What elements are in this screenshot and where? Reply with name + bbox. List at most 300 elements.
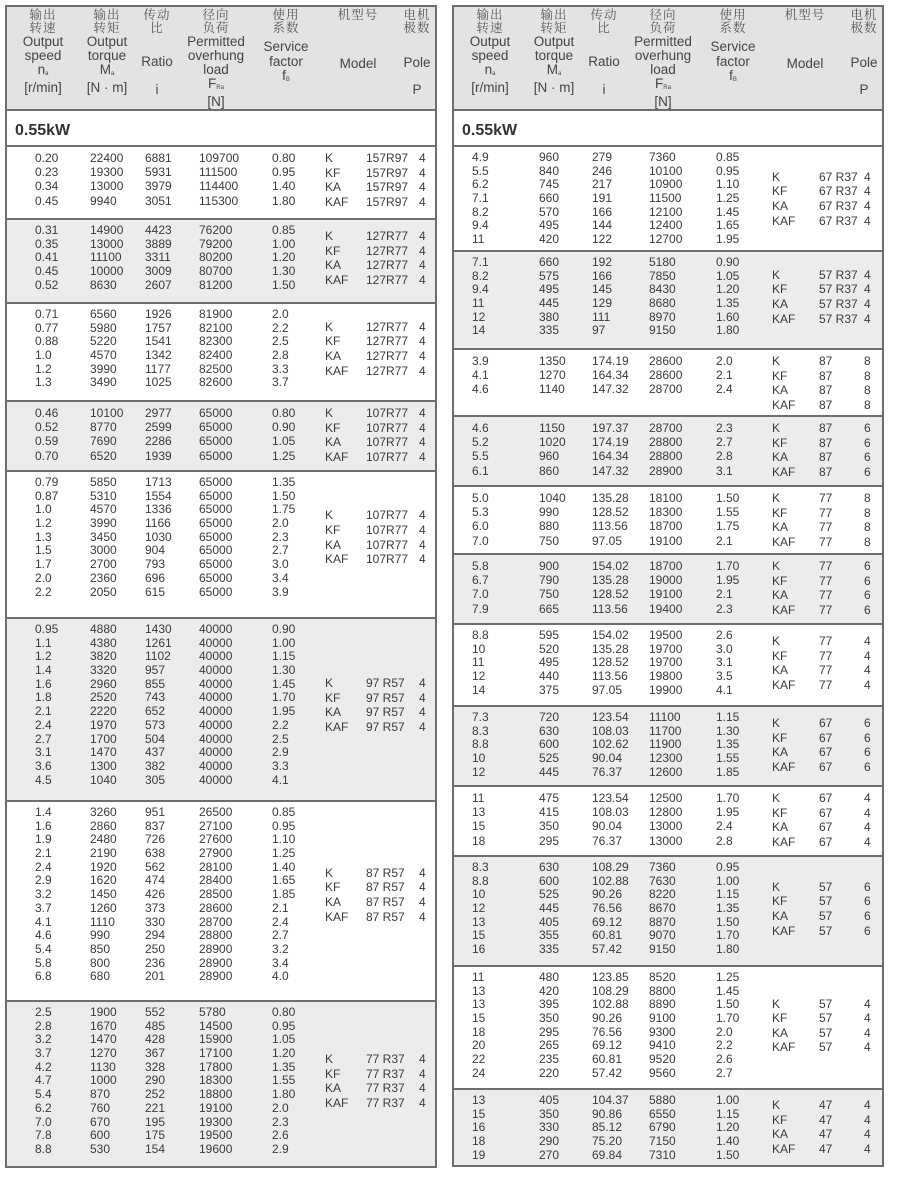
cell-ratio: 135.28 — [592, 641, 629, 656]
model-size: 67 — [819, 805, 833, 820]
group-models — [454, 880, 882, 938]
cell-speed: 0.41 — [35, 250, 59, 265]
cell-speed: 7.1 — [472, 191, 489, 206]
model-type: KF — [325, 420, 341, 435]
pole-count: 4 — [864, 213, 871, 228]
header-speed-symbol: $n_a$ — [37, 62, 49, 77]
model-type: K — [325, 676, 334, 690]
cell-ratio: 573 — [145, 717, 166, 732]
table-group — [7, 1002, 435, 1166]
cell-speed: 6.2 — [472, 177, 489, 192]
model-row — [7, 523, 435, 538]
model-row — [7, 1096, 435, 1111]
cell-torque: 1140 — [539, 382, 565, 397]
model-size: 57 — [819, 1040, 833, 1055]
cell-speed: 6.2 — [35, 1100, 52, 1115]
pole-count: 4 — [419, 319, 426, 334]
model-row — [454, 1127, 882, 1142]
model-row — [7, 334, 435, 349]
cell-speed: 2.8 — [35, 1018, 52, 1033]
cell-torque: 6520 — [90, 448, 117, 463]
pole-count: 6 — [864, 602, 871, 617]
header-torque-zh: 输出转矩 — [93, 8, 121, 35]
model-size: 57 R37 — [819, 297, 858, 312]
cell-load: 9100 — [649, 1011, 676, 1026]
pole-count: 4 — [419, 363, 426, 378]
cell-speed: 6.8 — [35, 969, 52, 984]
cell-service-factor: 4.1 — [272, 772, 289, 787]
cell-service-factor: 2.7 — [716, 435, 733, 450]
pole-count: 6 — [864, 435, 871, 450]
cell-speed: 5.4 — [35, 1087, 52, 1102]
cell-speed: 3.1 — [35, 745, 52, 760]
pole-count: 4 — [864, 648, 871, 663]
cell-service-factor: 1.25 — [272, 448, 296, 463]
pole-count: 4 — [864, 820, 871, 835]
cell-speed: 2.2 — [35, 584, 52, 599]
group-models — [7, 508, 435, 566]
model-row — [454, 1040, 882, 1055]
cell-ratio: 1177 — [145, 361, 171, 376]
cell-ratio: 1030 — [145, 529, 172, 544]
cell-torque: 670 — [90, 1114, 111, 1129]
cell-service-factor: 2.7 — [272, 928, 289, 943]
cell-service-factor: 1.25 — [716, 970, 740, 984]
model-type: KF — [772, 435, 788, 450]
cell-ratio: 504 — [145, 731, 166, 746]
cell-load: 19700 — [649, 641, 683, 656]
cell-torque: 2960 — [90, 676, 117, 691]
header-ratio-en: Ratio — [141, 54, 173, 69]
cell-speed: 2.0 — [35, 570, 52, 585]
cell-ratio: 97 — [592, 323, 606, 338]
model-row — [454, 436, 882, 451]
cell-ratio: 76.56 — [592, 1024, 623, 1039]
cell-load: 26500 — [199, 805, 233, 819]
cell-torque: 880 — [539, 519, 560, 534]
cell-ratio: 191 — [592, 191, 613, 206]
cell-speed: 0.95 — [35, 622, 59, 636]
model-size: 57 — [819, 894, 833, 909]
header-speed-en: Output speed — [469, 34, 511, 63]
cell-ratio: 743 — [145, 690, 166, 705]
header-ratio — [135, 9, 179, 97]
pole-count: 4 — [419, 1052, 426, 1067]
cell-torque: 6560 — [90, 307, 117, 321]
cell-service-factor: 1.65 — [272, 873, 296, 888]
cell-ratio: 128.52 — [592, 505, 629, 520]
cell-speed: 0.71 — [35, 307, 59, 321]
cell-load: 40000 — [199, 745, 233, 760]
cell-load: 65000 — [199, 434, 233, 449]
model-row — [454, 835, 882, 850]
cell-service-factor: 3.5 — [716, 669, 733, 684]
model-row — [454, 678, 882, 693]
model-type: K — [325, 865, 334, 880]
cell-load: 8430 — [649, 282, 676, 297]
cell-torque: 495 — [539, 282, 560, 297]
table-group — [454, 857, 882, 967]
cell-torque: 570 — [539, 204, 560, 219]
cell-ratio: 426 — [145, 887, 166, 902]
pole-count: 6 — [864, 908, 871, 923]
cell-load: 28100 — [199, 859, 233, 874]
model-size: 127R77 — [366, 334, 409, 349]
cell-speed: 8.3 — [472, 860, 489, 874]
cell-ratio: 69.12 — [592, 914, 623, 929]
group-models — [454, 559, 882, 617]
cell-service-factor: 1.50 — [716, 491, 740, 505]
cell-ratio: 3979 — [145, 179, 172, 194]
model-row — [454, 297, 882, 312]
model-type: K — [772, 634, 781, 649]
cell-speed: 1.6 — [35, 676, 52, 691]
header-model — [325, 9, 391, 71]
model-size: 97 R57 — [366, 705, 405, 720]
cell-load: 27900 — [199, 846, 233, 861]
model-type: KAF — [325, 909, 349, 924]
model-row — [7, 195, 435, 210]
cell-service-factor: 1.55 — [272, 1073, 296, 1088]
cell-ratio: 122 — [592, 232, 613, 247]
cell-speed: 15 — [472, 819, 486, 834]
group-models — [7, 320, 435, 378]
model-size: 77 — [819, 663, 833, 678]
model-type: K — [325, 406, 334, 420]
model-type: KA — [325, 258, 342, 273]
cell-speed: 14 — [472, 682, 486, 697]
cell-speed: 0.52 — [35, 420, 59, 435]
cell-ratio: 164.34 — [592, 449, 629, 464]
cell-speed: 0.77 — [35, 320, 59, 335]
cell-speed: 6.1 — [472, 463, 489, 478]
cell-service-factor: 1.15 — [716, 1106, 740, 1121]
cell-service-factor: 1.65 — [716, 218, 740, 233]
model-type: KA — [325, 895, 342, 910]
model-row — [454, 184, 882, 199]
cell-load: 19100 — [649, 533, 683, 548]
cell-speed: 12 — [472, 669, 486, 684]
cell-speed: 8.8 — [472, 873, 489, 888]
cell-load: 18300 — [649, 505, 683, 520]
cell-load: 65000 — [199, 543, 233, 558]
cell-load: 12700 — [649, 232, 683, 247]
model-type: KF — [325, 1066, 341, 1081]
model-row — [7, 1067, 435, 1082]
model-size: 127R77 — [366, 229, 409, 244]
cell-torque: 220 — [539, 1065, 560, 1080]
cell-ratio: 217 — [592, 177, 613, 192]
cell-torque: 3820 — [90, 649, 117, 664]
model-size: 157R97 — [366, 194, 409, 209]
cell-ratio: 102.88 — [592, 997, 629, 1012]
cell-ratio: 855 — [145, 676, 166, 691]
model-size: 127R77 — [366, 272, 409, 287]
cell-load: 15900 — [199, 1032, 233, 1047]
cell-speed: 5.2 — [472, 435, 489, 450]
cell-load: 82300 — [199, 334, 233, 349]
cell-torque: 8770 — [90, 420, 117, 435]
model-row — [454, 820, 882, 835]
cell-speed: 18 — [472, 833, 486, 848]
header-speed-zh: 输出转速 — [476, 8, 504, 35]
pole-count: 6 — [864, 573, 871, 588]
pole-count: 4 — [864, 1098, 871, 1113]
model-size: 57 — [819, 996, 833, 1011]
model-type: KF — [325, 523, 341, 538]
header-model — [772, 9, 838, 71]
cell-ratio: 1939 — [145, 448, 172, 463]
cell-ratio: 3889 — [145, 236, 172, 251]
model-size: 77 R37 — [366, 1066, 405, 1081]
model-type: KAF — [325, 552, 349, 567]
cell-speed: 8.2 — [472, 268, 489, 283]
header-output-torque — [522, 9, 586, 95]
header-service-factor — [700, 9, 766, 87]
cell-speed: 8.8 — [35, 1141, 52, 1156]
model-size: 107R77 — [366, 420, 409, 435]
pole-count: 4 — [419, 705, 426, 720]
cell-ratio: 3051 — [145, 193, 172, 208]
cell-load: 40000 — [199, 622, 233, 636]
cell-torque: 415 — [539, 805, 560, 820]
cell-load: 115300 — [199, 193, 239, 208]
cell-ratio: 154.02 — [592, 559, 629, 573]
cell-service-factor: 3.1 — [716, 463, 733, 478]
cell-speed: 3.2 — [35, 887, 52, 902]
cell-torque: 660 — [539, 191, 560, 206]
cell-ratio: 90.04 — [592, 819, 623, 834]
cell-ratio: 2286 — [145, 434, 172, 449]
cell-load: 7360 — [649, 150, 676, 164]
model-type: KA — [325, 349, 342, 364]
cell-speed: 0.34 — [35, 179, 59, 194]
table-group — [7, 619, 435, 802]
cell-speed: 24 — [472, 1065, 486, 1080]
header-sf-symbol: $f_B$ — [282, 68, 290, 83]
cell-load: 40000 — [199, 663, 233, 678]
cell-torque: 3990 — [90, 361, 117, 376]
group-models — [454, 791, 882, 849]
cell-speed: 12 — [472, 901, 486, 916]
cell-service-factor: 0.90 — [716, 255, 740, 269]
cell-ratio: 104.37 — [592, 1093, 629, 1107]
cell-load: 12300 — [649, 751, 683, 766]
cell-service-factor: 2.7 — [272, 543, 289, 558]
table-group — [454, 417, 882, 487]
model-row — [454, 791, 882, 806]
cell-torque: 5980 — [90, 320, 117, 335]
header-pole — [846, 9, 882, 97]
cell-speed: 5.8 — [35, 955, 52, 970]
cell-speed: 0.59 — [35, 434, 59, 449]
cell-service-factor: 1.50 — [716, 914, 740, 929]
pole-count: 4 — [864, 1040, 871, 1055]
pole-count: 6 — [864, 450, 871, 465]
cell-load: 11900 — [649, 737, 682, 752]
model-size: 157R97 — [366, 180, 409, 195]
header-ratio — [582, 9, 626, 97]
model-type: K — [325, 229, 334, 244]
model-row — [7, 880, 435, 895]
header-model-zh: 机型号 — [784, 8, 826, 22]
model-row — [7, 151, 435, 166]
cell-load: 12500 — [649, 791, 683, 805]
cell-ratio: 1430 — [145, 622, 172, 636]
cell-speed: 1.9 — [35, 832, 52, 847]
model-row — [454, 170, 882, 185]
cell-ratio: 428 — [145, 1032, 166, 1047]
cell-load: 5880 — [649, 1093, 676, 1107]
model-type: KA — [772, 297, 789, 312]
cell-service-factor: 1.70 — [716, 928, 740, 943]
cell-speed: 4.9 — [472, 150, 489, 164]
cell-speed: 10 — [472, 887, 486, 902]
cell-speed: 6.7 — [472, 573, 489, 588]
model-type: KA — [772, 383, 789, 398]
cell-speed: 5.3 — [472, 505, 489, 520]
cell-ratio: 638 — [145, 846, 166, 861]
cell-torque: 1130 — [90, 1059, 116, 1074]
model-type: KA — [772, 745, 789, 760]
pole-count: 4 — [864, 663, 871, 678]
pole-count: 4 — [419, 508, 426, 523]
cell-service-factor: 2.6 — [272, 1128, 289, 1143]
cell-speed: 11 — [472, 970, 485, 984]
cell-ratio: 294 — [145, 928, 166, 943]
cell-torque: 295 — [539, 1024, 560, 1039]
model-type: K — [772, 879, 781, 894]
cell-torque: 3990 — [90, 516, 117, 531]
cell-torque: 10000 — [90, 264, 124, 279]
model-type: KAF — [772, 397, 796, 412]
cell-load: 19100 — [649, 587, 683, 602]
pole-count: 4 — [419, 406, 426, 420]
cell-service-factor: 1.30 — [716, 723, 740, 738]
pole-count: 4 — [864, 282, 871, 297]
cell-speed: 0.31 — [35, 223, 59, 237]
model-size: 127R77 — [366, 258, 409, 273]
model-type: KA — [325, 435, 342, 450]
model-row — [454, 731, 882, 746]
cell-torque: 1110 — [90, 914, 115, 929]
model-type: KAF — [772, 464, 796, 479]
cell-ratio: 123.54 — [592, 710, 629, 724]
cell-service-factor: 1.95 — [716, 573, 740, 588]
group-models — [7, 229, 435, 287]
cell-speed: 0.20 — [35, 151, 59, 165]
model-size: 77 — [819, 491, 833, 505]
table-panel-left — [5, 5, 437, 1168]
cell-service-factor: 0.95 — [272, 165, 296, 180]
model-size: 107R77 — [366, 523, 409, 538]
cell-load: 14500 — [199, 1018, 233, 1033]
cell-ratio: 957 — [145, 663, 166, 678]
model-size: 57 — [819, 1011, 833, 1026]
cell-service-factor: 0.85 — [716, 150, 740, 164]
model-type: KF — [772, 1112, 788, 1127]
model-type: K — [772, 354, 781, 368]
cell-load: 18700 — [649, 559, 683, 573]
pole-count: 6 — [864, 879, 871, 894]
model-type: KAF — [772, 923, 796, 938]
cell-service-factor: 1.50 — [272, 277, 296, 292]
cell-torque: 495 — [539, 218, 560, 233]
cell-ratio: 60.81 — [592, 928, 623, 943]
cell-service-factor: 2.5 — [272, 334, 289, 349]
cell-service-factor: 1.20 — [716, 282, 740, 297]
model-type: KF — [325, 690, 341, 705]
cell-load: 65000 — [199, 420, 233, 435]
header-sf-zh: 使用系数 — [719, 8, 747, 35]
cell-ratio: 123.54 — [592, 791, 629, 805]
cell-ratio: 174.19 — [592, 435, 629, 450]
pole-count: 8 — [864, 397, 871, 412]
cell-ratio: 102.88 — [592, 873, 629, 888]
cell-load: 76200 — [199, 223, 233, 237]
cell-speed: 0.79 — [35, 475, 59, 489]
model-row — [7, 705, 435, 720]
model-type: K — [325, 319, 334, 334]
header-torque-unit: [N · m] — [86, 80, 128, 95]
cell-speed: 7.0 — [472, 533, 489, 548]
model-size: 157R97 — [366, 151, 409, 165]
cell-ratio: 195 — [145, 1114, 166, 1129]
model-size: 107R77 — [366, 449, 409, 464]
model-type: KF — [325, 165, 341, 180]
cell-ratio: 373 — [145, 900, 166, 915]
model-size: 87 R57 — [366, 880, 405, 895]
cell-torque: 295 — [539, 833, 560, 848]
model-row — [7, 552, 435, 567]
header-speed-en: Output speed — [22, 34, 64, 63]
cell-service-factor: 2.1 — [716, 587, 733, 602]
pole-count: 8 — [864, 368, 871, 383]
cell-load: 7360 — [649, 860, 676, 874]
cell-speed: 13 — [472, 997, 486, 1012]
cell-service-factor: 0.80 — [272, 1005, 296, 1019]
cell-speed: 11 — [472, 655, 485, 670]
cell-torque: 1620 — [90, 873, 117, 888]
model-row — [454, 1113, 882, 1128]
cell-speed: 1.6 — [35, 818, 52, 833]
cell-speed: 7.0 — [35, 1114, 52, 1129]
cell-service-factor: 1.70 — [716, 1011, 740, 1026]
pole-count: 6 — [864, 716, 871, 731]
cell-torque: 475 — [539, 791, 560, 805]
cell-load: 12600 — [649, 764, 683, 779]
cell-speed: 2.5 — [35, 1005, 52, 1019]
cell-ratio: 1541 — [145, 334, 172, 349]
model-size: 127R77 — [366, 349, 409, 364]
cell-service-factor: 1.40 — [716, 1134, 740, 1149]
cell-ratio: 1166 — [145, 516, 171, 531]
cell-torque: 1670 — [90, 1018, 117, 1033]
cell-speed: 4.2 — [35, 1059, 52, 1074]
cell-load: 19300 — [199, 1114, 233, 1129]
cell-load: 28700 — [649, 382, 683, 397]
model-row — [454, 268, 882, 283]
cell-ratio: 128.52 — [592, 587, 629, 602]
model-row — [454, 588, 882, 603]
cell-load: 8680 — [649, 296, 676, 311]
pole-count: 4 — [419, 229, 426, 244]
group-models — [454, 997, 882, 1055]
cell-ratio: 437 — [145, 745, 166, 760]
cell-ratio: 90.26 — [592, 887, 623, 902]
cell-speed: 5.4 — [35, 941, 52, 956]
cell-speed: 0.45 — [35, 193, 59, 208]
